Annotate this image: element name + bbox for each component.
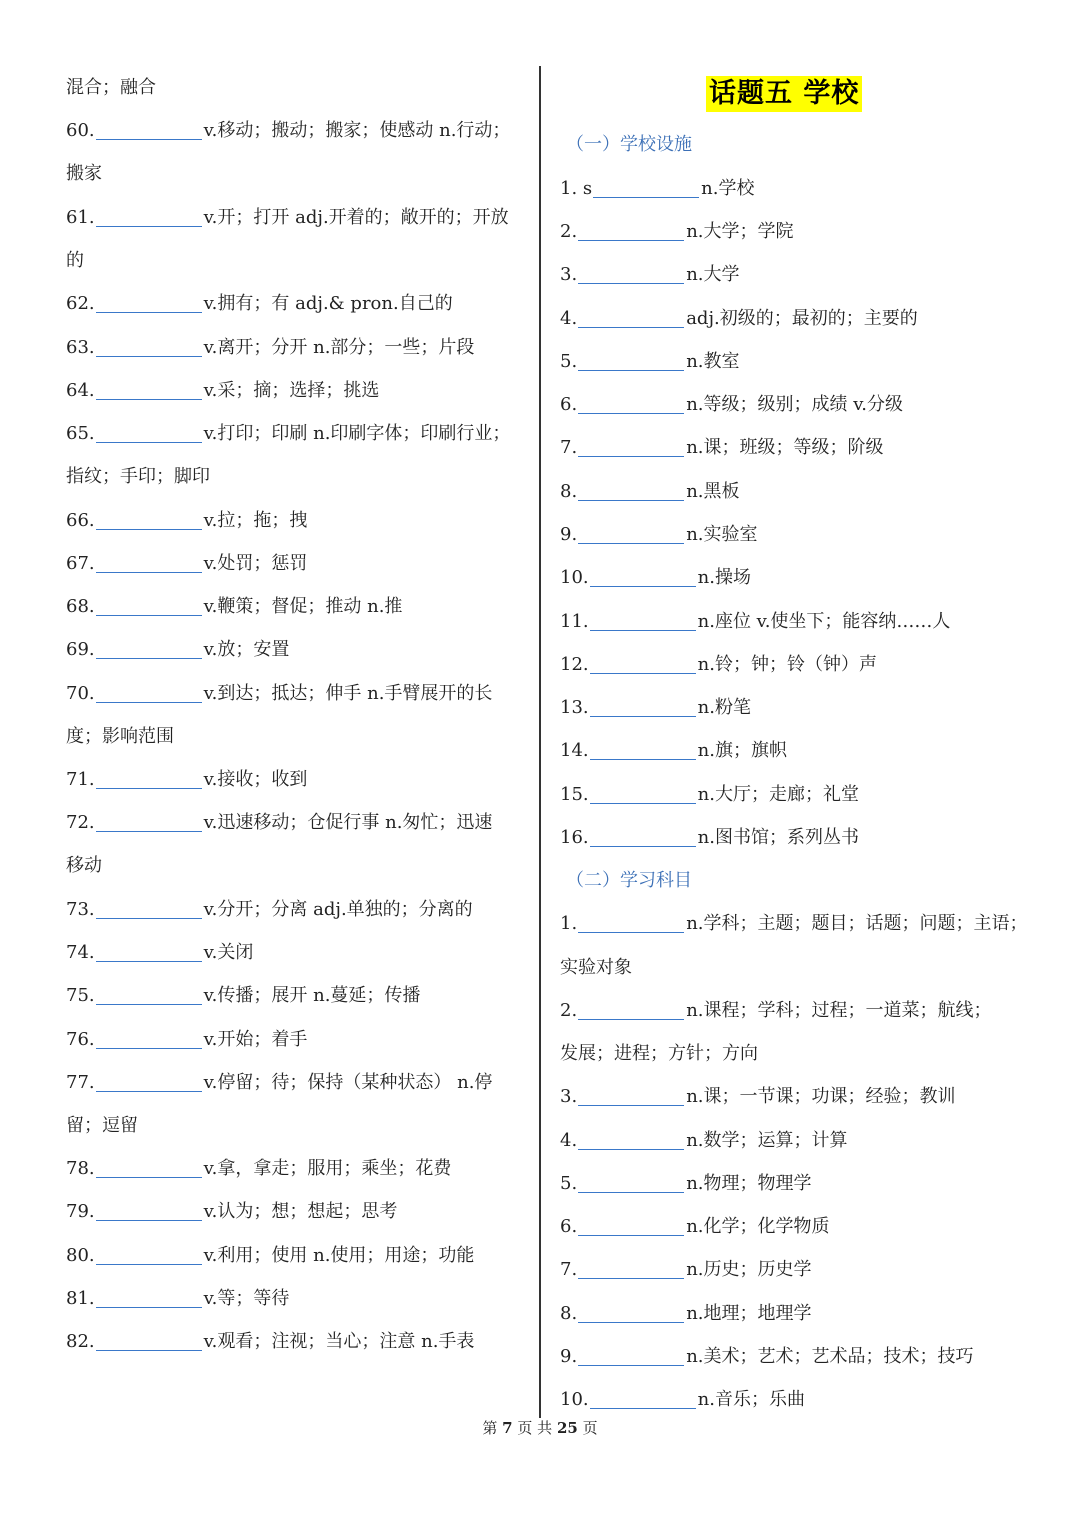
item-definition: n.操场 (697, 567, 751, 588)
vocab-item (560, 393, 903, 417)
vocab-item (560, 1129, 848, 1153)
blank-line[interactable] (578, 1234, 684, 1236)
item-definition: n.化学；化学物质 (686, 1216, 830, 1237)
item-number: 77. (66, 1072, 95, 1093)
blank-line[interactable] (96, 1047, 202, 1049)
vocab-item (560, 826, 859, 850)
vocab-item (66, 1330, 474, 1354)
item-number: 71. (66, 769, 95, 790)
item-number: 11. (560, 611, 589, 632)
vocab-item (66, 1028, 307, 1052)
item-definition: n.课程；学科；过程；一道菜；航线； (686, 1000, 992, 1021)
item-definition: adj.初级的；最初的；主要的 (686, 308, 918, 329)
item-definition: n.课；班级；等级；阶级 (686, 437, 884, 458)
blank-line[interactable] (590, 1407, 696, 1409)
blank-line[interactable] (578, 326, 684, 328)
item-number: 8. (560, 481, 578, 502)
item-definition: v.等；等待 (203, 1288, 290, 1309)
item-number: 9. (560, 524, 578, 545)
blank-line[interactable] (593, 196, 699, 198)
item-number: 1. s (560, 178, 593, 199)
item-definition: n.黑板 (686, 481, 740, 502)
item-definition: n.课；一节课；功课；经验；教训 (686, 1086, 956, 1107)
item-number: 75. (66, 985, 95, 1006)
vocab-item (66, 292, 453, 316)
item-definition: v.开始；着手 (203, 1029, 308, 1050)
blank-line[interactable] (96, 138, 202, 140)
item-number: 66. (66, 510, 95, 531)
footer-total-word: 共 (537, 1419, 553, 1437)
item-definition: v.拥有；有 adj.& pron.自己的 (203, 293, 453, 314)
blank-line[interactable] (590, 629, 696, 631)
item-definition: n.大学 (686, 264, 740, 285)
item-definition: v.关闭 (203, 942, 254, 963)
item-definition: v.接收；收到 (203, 769, 308, 790)
item-definition: n.音乐；乐曲 (697, 1389, 805, 1410)
item-number: 4. (560, 1130, 578, 1151)
item-definition: n.粉笔 (697, 697, 751, 718)
vocab-item (66, 595, 402, 619)
vocab-item (560, 1085, 956, 1109)
item-number: 14. (560, 740, 589, 761)
item-definition: n.教室 (686, 351, 740, 372)
item-definition: n.大厅；走廊；礼堂 (697, 784, 859, 805)
vocab-item (560, 1345, 974, 1369)
blank-line[interactable] (96, 917, 202, 919)
vocab-item (560, 999, 992, 1023)
item-number: 74. (66, 942, 95, 963)
footer-suffix: 页 (582, 1419, 598, 1437)
continuation-text: 发展；进程；方针；方向 (560, 1043, 758, 1064)
item-definition: v.到达；抵达；伸手 n.手臂展开的长 (203, 683, 493, 704)
vocab-item (560, 566, 751, 590)
item-number: 68. (66, 596, 95, 617)
vocab-item (560, 220, 794, 244)
item-definition: n.学校 (701, 178, 755, 199)
vocab-item (560, 783, 859, 807)
item-definition: v.分开；分离 adj.单独的；分离的 (203, 899, 473, 920)
vocab-item (560, 350, 740, 374)
item-number: 70. (66, 683, 95, 704)
section-title-subjects: （二）学习科目 (566, 870, 692, 891)
vocab-item (66, 682, 492, 706)
item-number: 69. (66, 639, 95, 660)
item-definition: n.地理；地理学 (686, 1303, 812, 1324)
blank-line[interactable] (578, 1104, 684, 1106)
item-number: 6. (560, 1216, 578, 1237)
vocab-item (560, 653, 877, 677)
footer-prefix: 第 (482, 1419, 498, 1437)
item-definition: n.物理；物理学 (686, 1173, 812, 1194)
blank-line[interactable] (96, 1219, 202, 1221)
item-definition: v.放；安置 (203, 639, 290, 660)
vocab-item (66, 422, 510, 446)
blank-line[interactable] (578, 499, 684, 501)
blank-line[interactable] (578, 931, 684, 933)
item-definition: v.迅速移动；仓促行事 n.匆忙；迅速 (203, 812, 493, 833)
continuation-text: 混合；融合 (66, 77, 156, 98)
item-definition: n.图书馆；系列丛书 (697, 827, 859, 848)
item-definition: n.历史；历史学 (686, 1259, 812, 1280)
item-number: 12. (560, 654, 589, 675)
vocab-item (66, 941, 253, 965)
blank-line[interactable] (96, 398, 202, 400)
vocab-item (560, 696, 751, 720)
vocab-item (66, 1071, 492, 1095)
item-definition: v.认为；想；想起；思考 (203, 1201, 398, 1222)
vocab-item (66, 379, 379, 403)
item-definition: v.拿，拿走；服用；乘坐；花费 (203, 1158, 452, 1179)
item-definition: v.利用；使用 n.使用；用途；功能 (203, 1245, 475, 1266)
item-number: 73. (66, 899, 95, 920)
blank-line[interactable] (96, 441, 202, 443)
item-number: 13. (560, 697, 589, 718)
item-number: 2. (560, 1000, 578, 1021)
item-number: 7. (560, 1259, 578, 1280)
item-number: 8. (560, 1303, 578, 1324)
blank-line[interactable] (578, 1191, 684, 1193)
vocab-item (66, 898, 473, 922)
blank-line[interactable] (578, 1321, 684, 1323)
vocab-item (560, 436, 884, 460)
item-number: 78. (66, 1158, 95, 1179)
item-definition: v.处罚；惩罚 (203, 553, 308, 574)
continuation-text: 的 (66, 250, 84, 271)
item-definition: v.采；摘；选择；挑选 (203, 380, 380, 401)
blank-line[interactable] (578, 369, 684, 371)
item-definition: n.等级；级别；成绩 v.分级 (686, 394, 903, 415)
vocab-item (66, 1200, 397, 1224)
blank-line[interactable] (578, 412, 684, 414)
vocab-item (66, 336, 474, 360)
vocab-item (66, 1157, 451, 1181)
item-number: 76. (66, 1029, 95, 1050)
vocab-item (560, 307, 918, 331)
blank-line[interactable] (96, 960, 202, 962)
blank-line[interactable] (96, 1306, 202, 1308)
vocab-item (560, 480, 740, 504)
continuation-text: 搬家 (66, 163, 102, 184)
vocab-item (66, 119, 510, 143)
item-definition: v.移动；搬动；搬家；使感动 n.行动； (203, 120, 511, 141)
item-number: 65. (66, 423, 95, 444)
vocab-item (560, 1172, 812, 1196)
item-number: 81. (66, 1288, 95, 1309)
blank-line[interactable] (578, 1277, 684, 1279)
item-number: 3. (560, 1086, 578, 1107)
item-number: 4. (560, 308, 578, 329)
item-number: 61. (66, 207, 95, 228)
vocab-item (560, 177, 754, 201)
total-pages-number: 25 (556, 1419, 578, 1437)
vocab-item (560, 610, 950, 634)
blank-line[interactable] (96, 528, 202, 530)
blank-line[interactable] (590, 715, 696, 717)
item-number: 15. (560, 784, 589, 805)
item-number: 2. (560, 221, 578, 242)
blank-line[interactable] (96, 1003, 202, 1005)
blank-line[interactable] (96, 701, 202, 703)
item-definition: n.实验室 (686, 524, 758, 545)
footer-page-word: 页 (517, 1419, 533, 1437)
topic-title: 话题五 学校 (706, 76, 862, 112)
item-definition: v.鞭策；督促；推动 n.推 (203, 596, 403, 617)
continuation-text: 度；影响范围 (66, 726, 174, 747)
blank-line[interactable] (590, 585, 696, 587)
item-number: 7. (560, 437, 578, 458)
item-number: 5. (560, 1173, 578, 1194)
item-number: 79. (66, 1201, 95, 1222)
blank-line[interactable] (590, 845, 696, 847)
vocab-item (560, 1388, 805, 1412)
blank-line[interactable] (96, 355, 202, 357)
item-number: 16. (560, 827, 589, 848)
current-page-number: 7 (502, 1419, 513, 1437)
item-number: 60. (66, 120, 95, 141)
item-definition: v.开；打开 adj.开着的；敞开的；开放 (203, 207, 509, 228)
item-definition: v.离开；分开 n.部分；一些；片段 (203, 337, 475, 358)
vocab-item (66, 1287, 289, 1311)
vocab-item (560, 739, 787, 763)
blank-line[interactable] (590, 758, 696, 760)
blank-line[interactable] (578, 455, 684, 457)
blank-line[interactable] (96, 1263, 202, 1265)
item-number: 10. (560, 1389, 589, 1410)
item-number: 63. (66, 337, 95, 358)
continuation-text: 指纹；手印；脚印 (66, 466, 210, 487)
item-number: 6. (560, 394, 578, 415)
blank-line[interactable] (578, 282, 684, 284)
item-number: 62. (66, 293, 95, 314)
item-definition: n.座位 v.使坐下；能容纳……人 (697, 611, 951, 632)
vocab-item (560, 912, 1028, 936)
blank-line[interactable] (96, 1090, 202, 1092)
vocab-item (66, 984, 420, 1008)
item-definition: v.传播；展开 n.蔓延；传播 (203, 985, 421, 1006)
item-number: 1. (560, 913, 578, 934)
item-definition: n.大学；学院 (686, 221, 794, 242)
blank-line[interactable] (578, 239, 684, 241)
column-divider (539, 66, 541, 1418)
page-footer (0, 1418, 1080, 1438)
continuation-text: 移动 (66, 855, 102, 876)
item-number: 5. (560, 351, 578, 372)
vocab-item (560, 523, 758, 547)
item-number: 82. (66, 1331, 95, 1352)
vocab-item (560, 263, 740, 287)
blank-line[interactable] (578, 542, 684, 544)
blank-line[interactable] (578, 1364, 684, 1366)
blank-line[interactable] (96, 830, 202, 832)
item-definition: v.停留；待；保持（某种状态） n.停 (203, 1072, 493, 1093)
vocab-item (66, 638, 289, 662)
vocab-item (66, 811, 492, 835)
vocab-item (560, 1215, 830, 1239)
item-number: 10. (560, 567, 589, 588)
vocab-item (66, 552, 307, 576)
blank-line[interactable] (590, 802, 696, 804)
blank-line[interactable] (96, 571, 202, 573)
blank-line[interactable] (578, 1018, 684, 1020)
blank-line[interactable] (96, 787, 202, 789)
item-number: 9. (560, 1346, 578, 1367)
item-definition: n.铃；钟；铃（钟）声 (697, 654, 877, 675)
continuation-text: 留；逗留 (66, 1115, 138, 1136)
blank-line[interactable] (96, 311, 202, 313)
blank-line[interactable] (96, 1176, 202, 1178)
blank-line[interactable] (96, 1349, 202, 1351)
vocab-item (560, 1258, 812, 1282)
section-title-facilities: （一）学校设施 (566, 134, 692, 155)
vocab-item (66, 768, 307, 792)
item-definition: n.数学；运算；计算 (686, 1130, 848, 1151)
item-definition: n.旗；旗帜 (697, 740, 787, 761)
blank-line[interactable] (96, 225, 202, 227)
continuation-text: 实验对象 (560, 957, 632, 978)
blank-line[interactable] (590, 672, 696, 674)
blank-line[interactable] (578, 1148, 684, 1150)
item-definition: v.拉；拖；拽 (203, 510, 308, 531)
topic-header (706, 76, 862, 112)
item-number: 72. (66, 812, 95, 833)
blank-line[interactable] (96, 614, 202, 616)
item-definition: v.打印；印刷 n.印刷字体；印刷行业； (203, 423, 511, 444)
blank-line[interactable] (96, 657, 202, 659)
item-number: 64. (66, 380, 95, 401)
item-definition: n.美术；艺术；艺术品；技术；技巧 (686, 1346, 974, 1367)
vocab-item (66, 1244, 474, 1268)
vocab-item (66, 206, 509, 230)
vocab-item (560, 1302, 812, 1326)
item-number: 3. (560, 264, 578, 285)
item-number: 67. (66, 553, 95, 574)
vocab-item (66, 509, 307, 533)
item-definition: n.学科；主题；题目；话题；问题；主语； (686, 913, 1028, 934)
item-definition: v.观看；注视；当心；注意 n.手表 (203, 1331, 475, 1352)
item-number: 80. (66, 1245, 95, 1266)
